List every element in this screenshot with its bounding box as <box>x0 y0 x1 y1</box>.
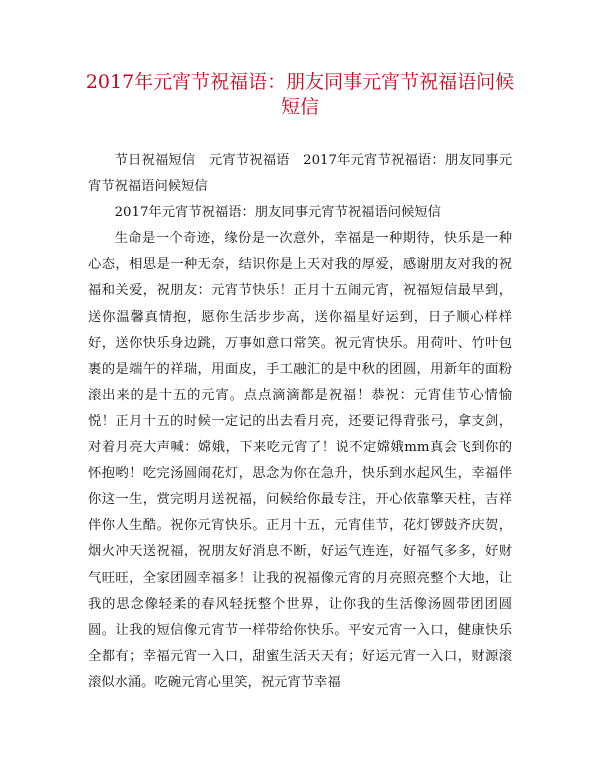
paragraph-tags: 节日祝福短信 元宵节祝福语 2017年元宵节祝福语：朋友同事元宵节祝福语问候短信 <box>88 153 512 195</box>
document-title: 2017年元宵节祝福语：朋友同事元宵节祝福语问候短信 <box>85 71 515 118</box>
paragraph-subtitle: 2017年元宵节祝福语：朋友同事元宵节祝福语问候短信 <box>114 205 441 221</box>
document-body <box>88 148 512 696</box>
paragraph-main: 生命是一个奇迹，缘份是一次意外，幸福是一种期待，快乐是一种心态，相思是一种无奈，结识你是上天对我的厚爱，感谢朋友对我的祝福和关爱，祝朋友：元宵节快乐！正月十五闹元宵，祝福短信最早到，送你温馨真情抱，愿你生活步步高，送你福星好运到，日子顺心样样好，送你快乐身边跳，万事如意口常笑。祝元宵快乐。用荷叶、竹叶包裹的是端午的祥瑞，用面皮，手工融汇的是中秋的团圆，用新年的面粉滚出来的是十五的元宵。点点滴滴都是祝福！恭祝：元宵佳节心情愉悦！正月十五的时候一定记的出去看月亮，还要记得背张弓，拿支剑，对着月亮大声喊：嫦娥，下来吃元宵了！说不定嫦娥mm真会飞到你的怀抱哟！吃完汤圆闹花灯，思念为你在急升，快乐到水起风生，幸福伴你这一生，赏完明月送祝福，问候给你最专注，开心依靠擎天柱，吉祥伴你人生酷。祝你元宵快乐。正月十五，元宵佳节，花灯锣鼓齐庆贺，烟火冲天送祝福，祝朋友好消息不断，好运气连连，好福气多多，好财气旺旺，全家团圆幸福多！让我的祝福像元宵的月亮照亮整个大地，让我的思念像轻柔的春风轻抚整个世界，让你我的生活像汤圆带团团圆圆。让我的短信像元宵节一样带给你快乐。平安元宵一入口，健康快乐全都有；幸福元宵一入口，甜蜜生活天天有；好运元宵一入口，财源滚滚似水涌。吃碗元宵心里笑，祝元宵节幸福 <box>88 231 512 690</box>
